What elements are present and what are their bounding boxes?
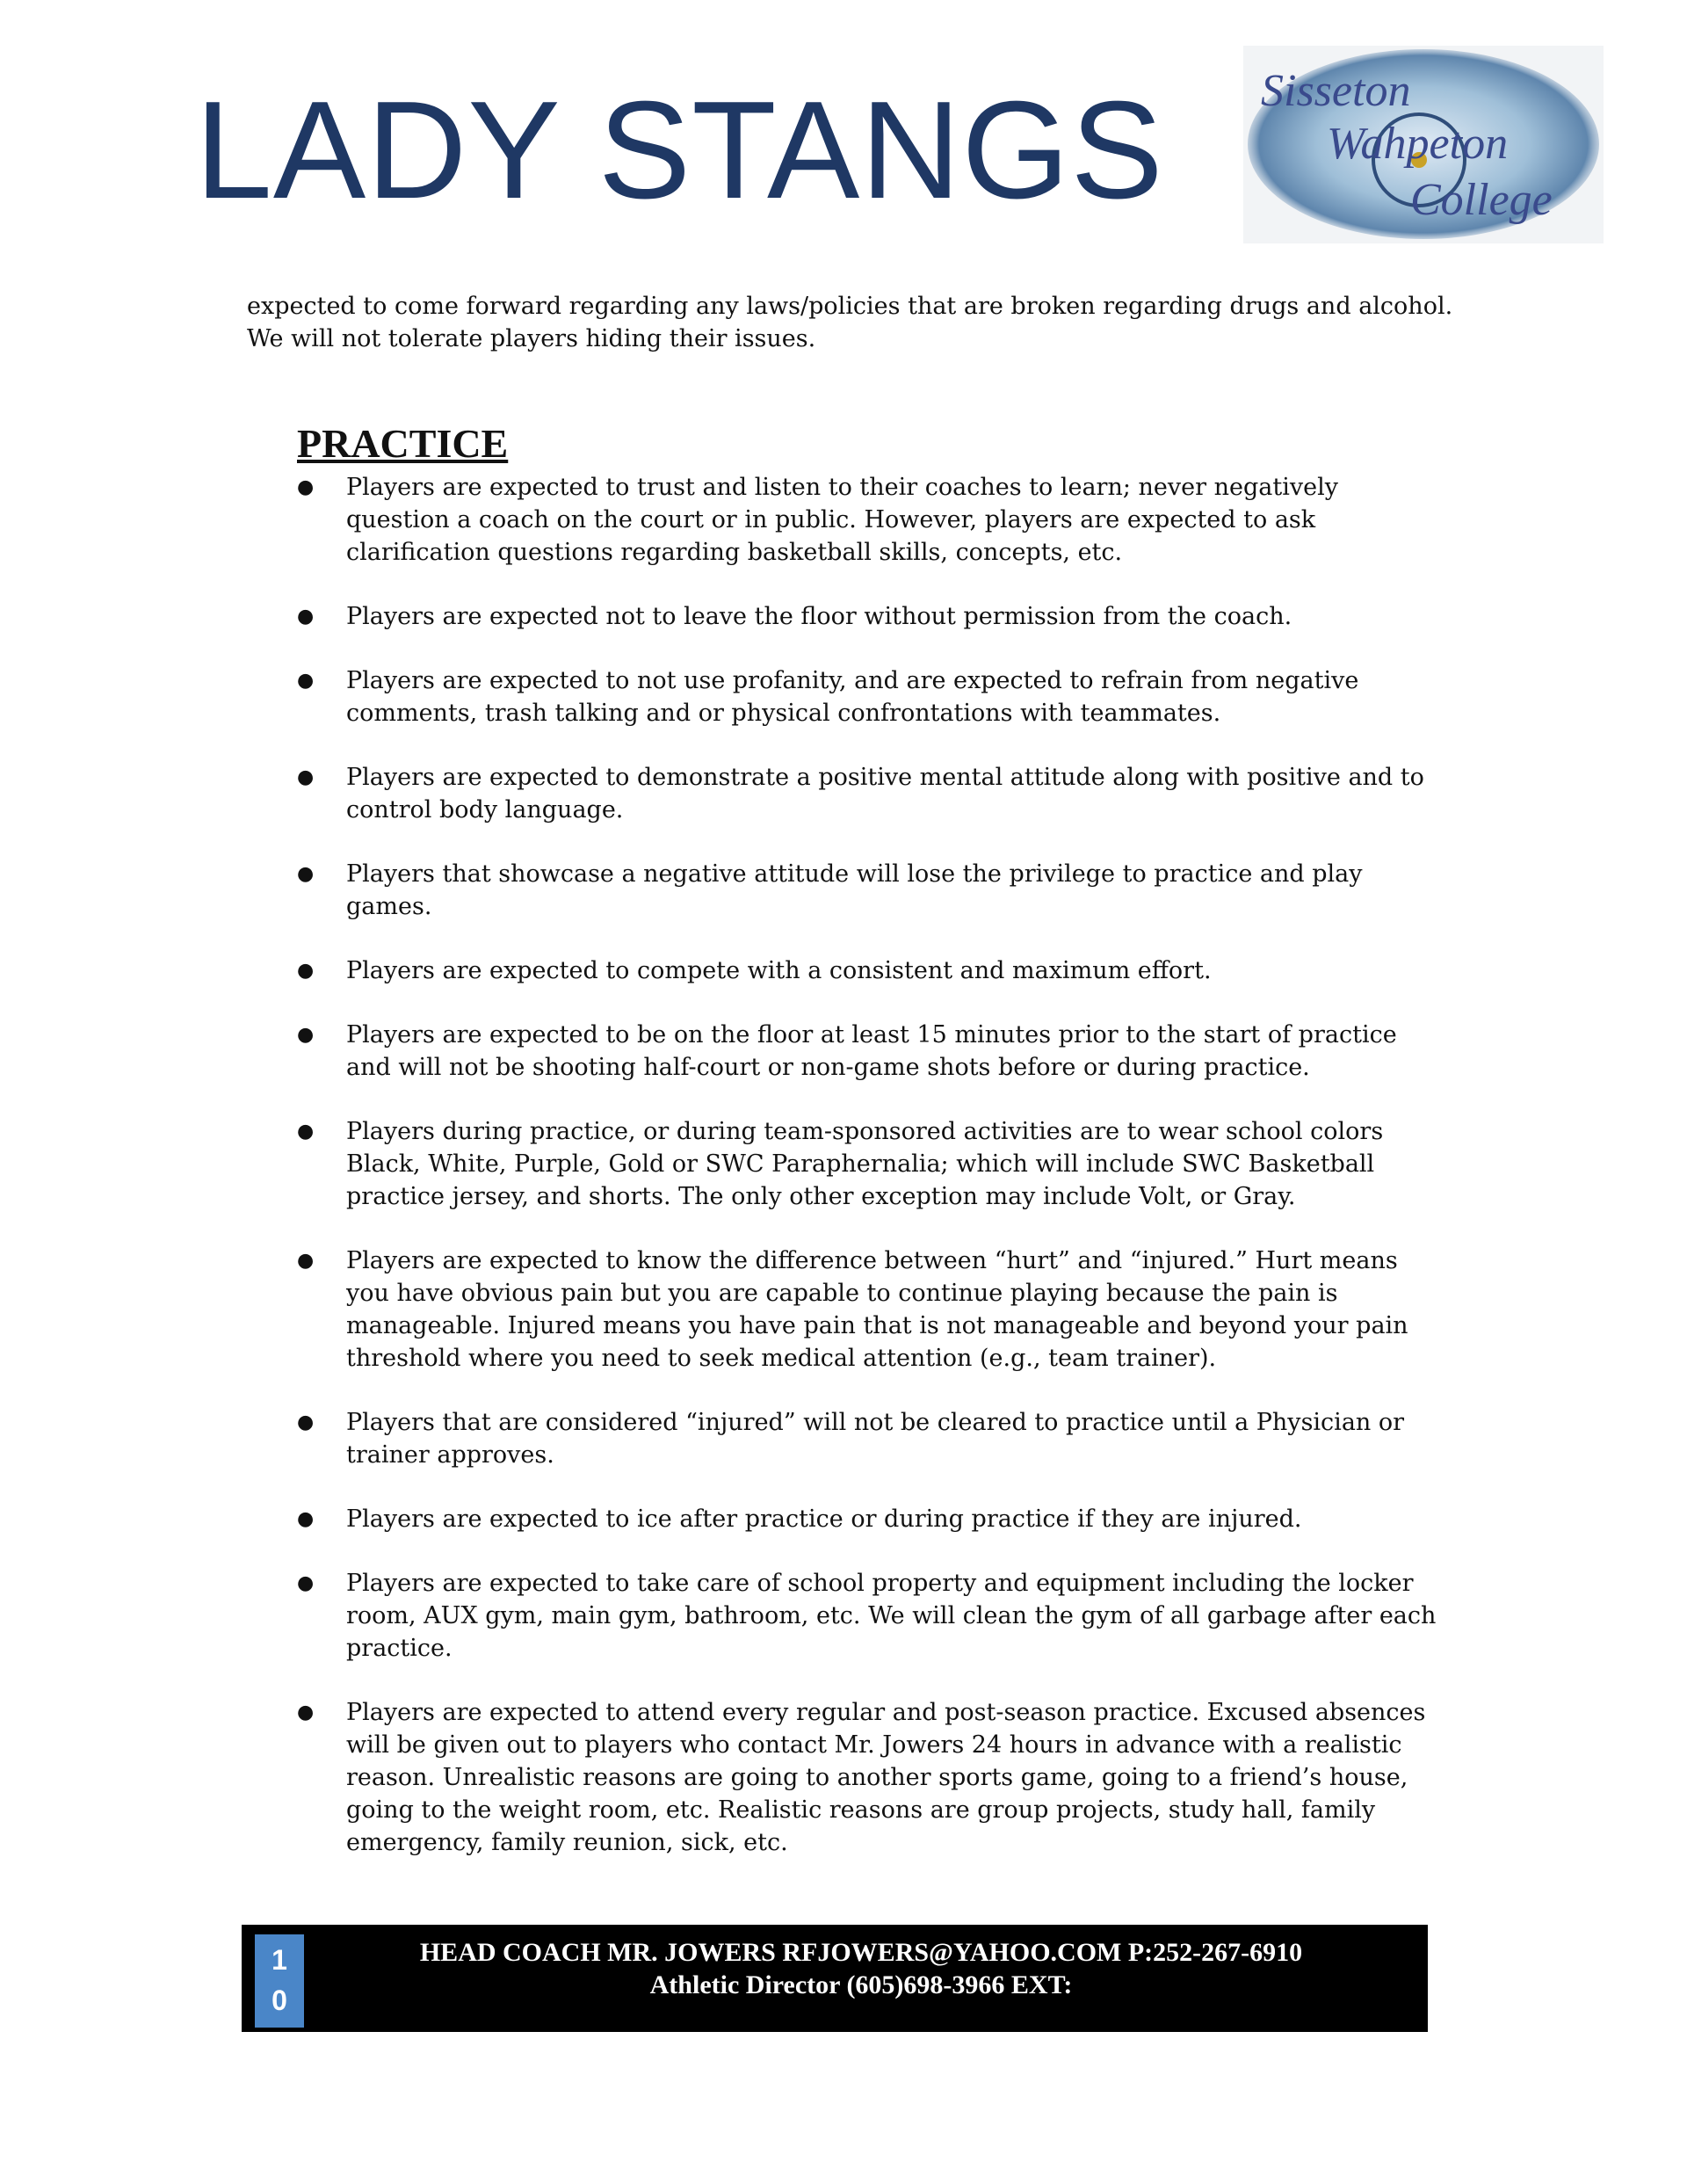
logo-text-3: College xyxy=(1410,175,1553,225)
list-item xyxy=(297,1567,1439,1665)
bullet-icon: ● xyxy=(297,960,315,982)
rule-text: Players during practice, or during team-sponsored activities are to wear school colors Black, White, Purple, Gold or SWC Paraphernalia; which will include SWC Basketball practice jersey, and shorts. The only other exception may include Volt, or Gray. xyxy=(346,1118,1384,1210)
page-number-digit: 1 xyxy=(272,1944,287,1976)
logo-text-1: Sisseton xyxy=(1261,66,1411,116)
bullet-icon: ● xyxy=(297,670,315,692)
page-footer xyxy=(242,1925,1428,2032)
rule-text: Players are expected to attend every regular and post-season practice. Excused absences will be given out to players who contact Mr. Jowers 24 hours in advance with a realistic reason. Unrealistic reasons are going to another sports game, going to a friend’s house, going to the weight room, etc. Realistic reasons are group projects, study hall, family emergency, family reunion, sick, etc. xyxy=(346,1699,1426,1856)
college-logo xyxy=(1243,46,1604,243)
rule-text: Players are expected to be on the floor at least 15 minutes prior to the start of practice and will not be shooting half-court or non-game shots before or during practice. xyxy=(346,1021,1397,1081)
intro-paragraph: expected to come forward regarding any laws/policies that are broken regarding drugs and alcohol. We will not tolerate players hiding their issues. xyxy=(247,293,1453,352)
list-item xyxy=(297,1406,1439,1471)
footer-line-coach: HEAD COACH MR. JOWERS RFJOWERS@YAHOO.COM P:252-267-6910 xyxy=(419,1938,1303,1967)
bullet-icon: ● xyxy=(297,766,315,788)
rule-text: Players are expected to not use profanity, and are expected to refrain from negative comments, trash talking and or physical confrontations with teammates. xyxy=(346,667,1359,727)
list-item xyxy=(297,761,1439,826)
page-number-digit: 0 xyxy=(272,1984,287,2016)
section-title-practice: PRACTICE xyxy=(297,421,509,466)
list-item xyxy=(297,858,1439,923)
bullet-icon: ● xyxy=(297,1024,315,1046)
list-item xyxy=(297,600,1439,633)
rule-text: Players are expected to take care of school property and equipment including the locker room, AUX gym, main gym, bathroom, etc. We will clean the gym of all garbage after each practice. xyxy=(346,1570,1437,1662)
rule-text: Players are expected to ice after practice or during practice if they are injured. xyxy=(346,1506,1302,1533)
bullet-icon: ● xyxy=(297,1508,315,1530)
page-title: LADY STANGS xyxy=(195,73,1164,228)
logo-text-2: Wahpeton xyxy=(1327,119,1509,169)
page-number xyxy=(255,1934,304,2028)
rule-text: Players are expected to demonstrate a positive mental attitude along with positive and to control body language. xyxy=(346,764,1424,824)
rule-text: Players are expected to compete with a consistent and maximum effort. xyxy=(346,957,1212,984)
bullet-icon: ● xyxy=(297,476,315,498)
list-item xyxy=(297,664,1439,729)
bullet-icon: ● xyxy=(297,863,315,885)
list-item xyxy=(297,954,1439,987)
list-item xyxy=(297,1696,1439,1859)
bullet-icon: ● xyxy=(297,1250,315,1272)
rule-text: Players that are considered “injured” will not be cleared to practice until a Physician or trainer approves. xyxy=(346,1409,1405,1469)
list-item xyxy=(297,1115,1439,1213)
list-item xyxy=(297,1244,1439,1375)
bullet-icon: ● xyxy=(297,1411,315,1433)
rule-text: Players are expected to trust and listen to their coaches to learn; never negatively question a coach on the court or in public. However, players are expected to ask clarification questions regarding basketball skills, concepts, etc. xyxy=(346,474,1338,566)
bullet-icon: ● xyxy=(297,606,315,628)
bullet-icon: ● xyxy=(297,1572,315,1594)
rule-text: Players are expected not to leave the floor without permission from the coach. xyxy=(346,603,1292,630)
list-item xyxy=(297,1019,1439,1084)
footer-contact xyxy=(315,1936,1408,2001)
footer-line-athletic-director: Athletic Director (605)698-3966 EXT: xyxy=(649,1970,1073,1999)
bullet-icon: ● xyxy=(297,1701,315,1723)
list-item xyxy=(297,471,1439,569)
rule-text: Players are expected to know the difference between “hurt” and “injured.” Hurt means you have obvious pain but you are capable to continue playing because the pain is manageable. Injured means you have pain that is not manageable and beyond your pain threshold where you need to seek medical attention (e.g., team trainer). xyxy=(346,1247,1408,1372)
list-item xyxy=(297,1503,1439,1535)
rule-text: Players that showcase a negative attitude will lose the privilege to practice and play games. xyxy=(346,860,1363,920)
practice-rules-list xyxy=(297,471,1439,1890)
bullet-icon: ● xyxy=(297,1121,315,1143)
